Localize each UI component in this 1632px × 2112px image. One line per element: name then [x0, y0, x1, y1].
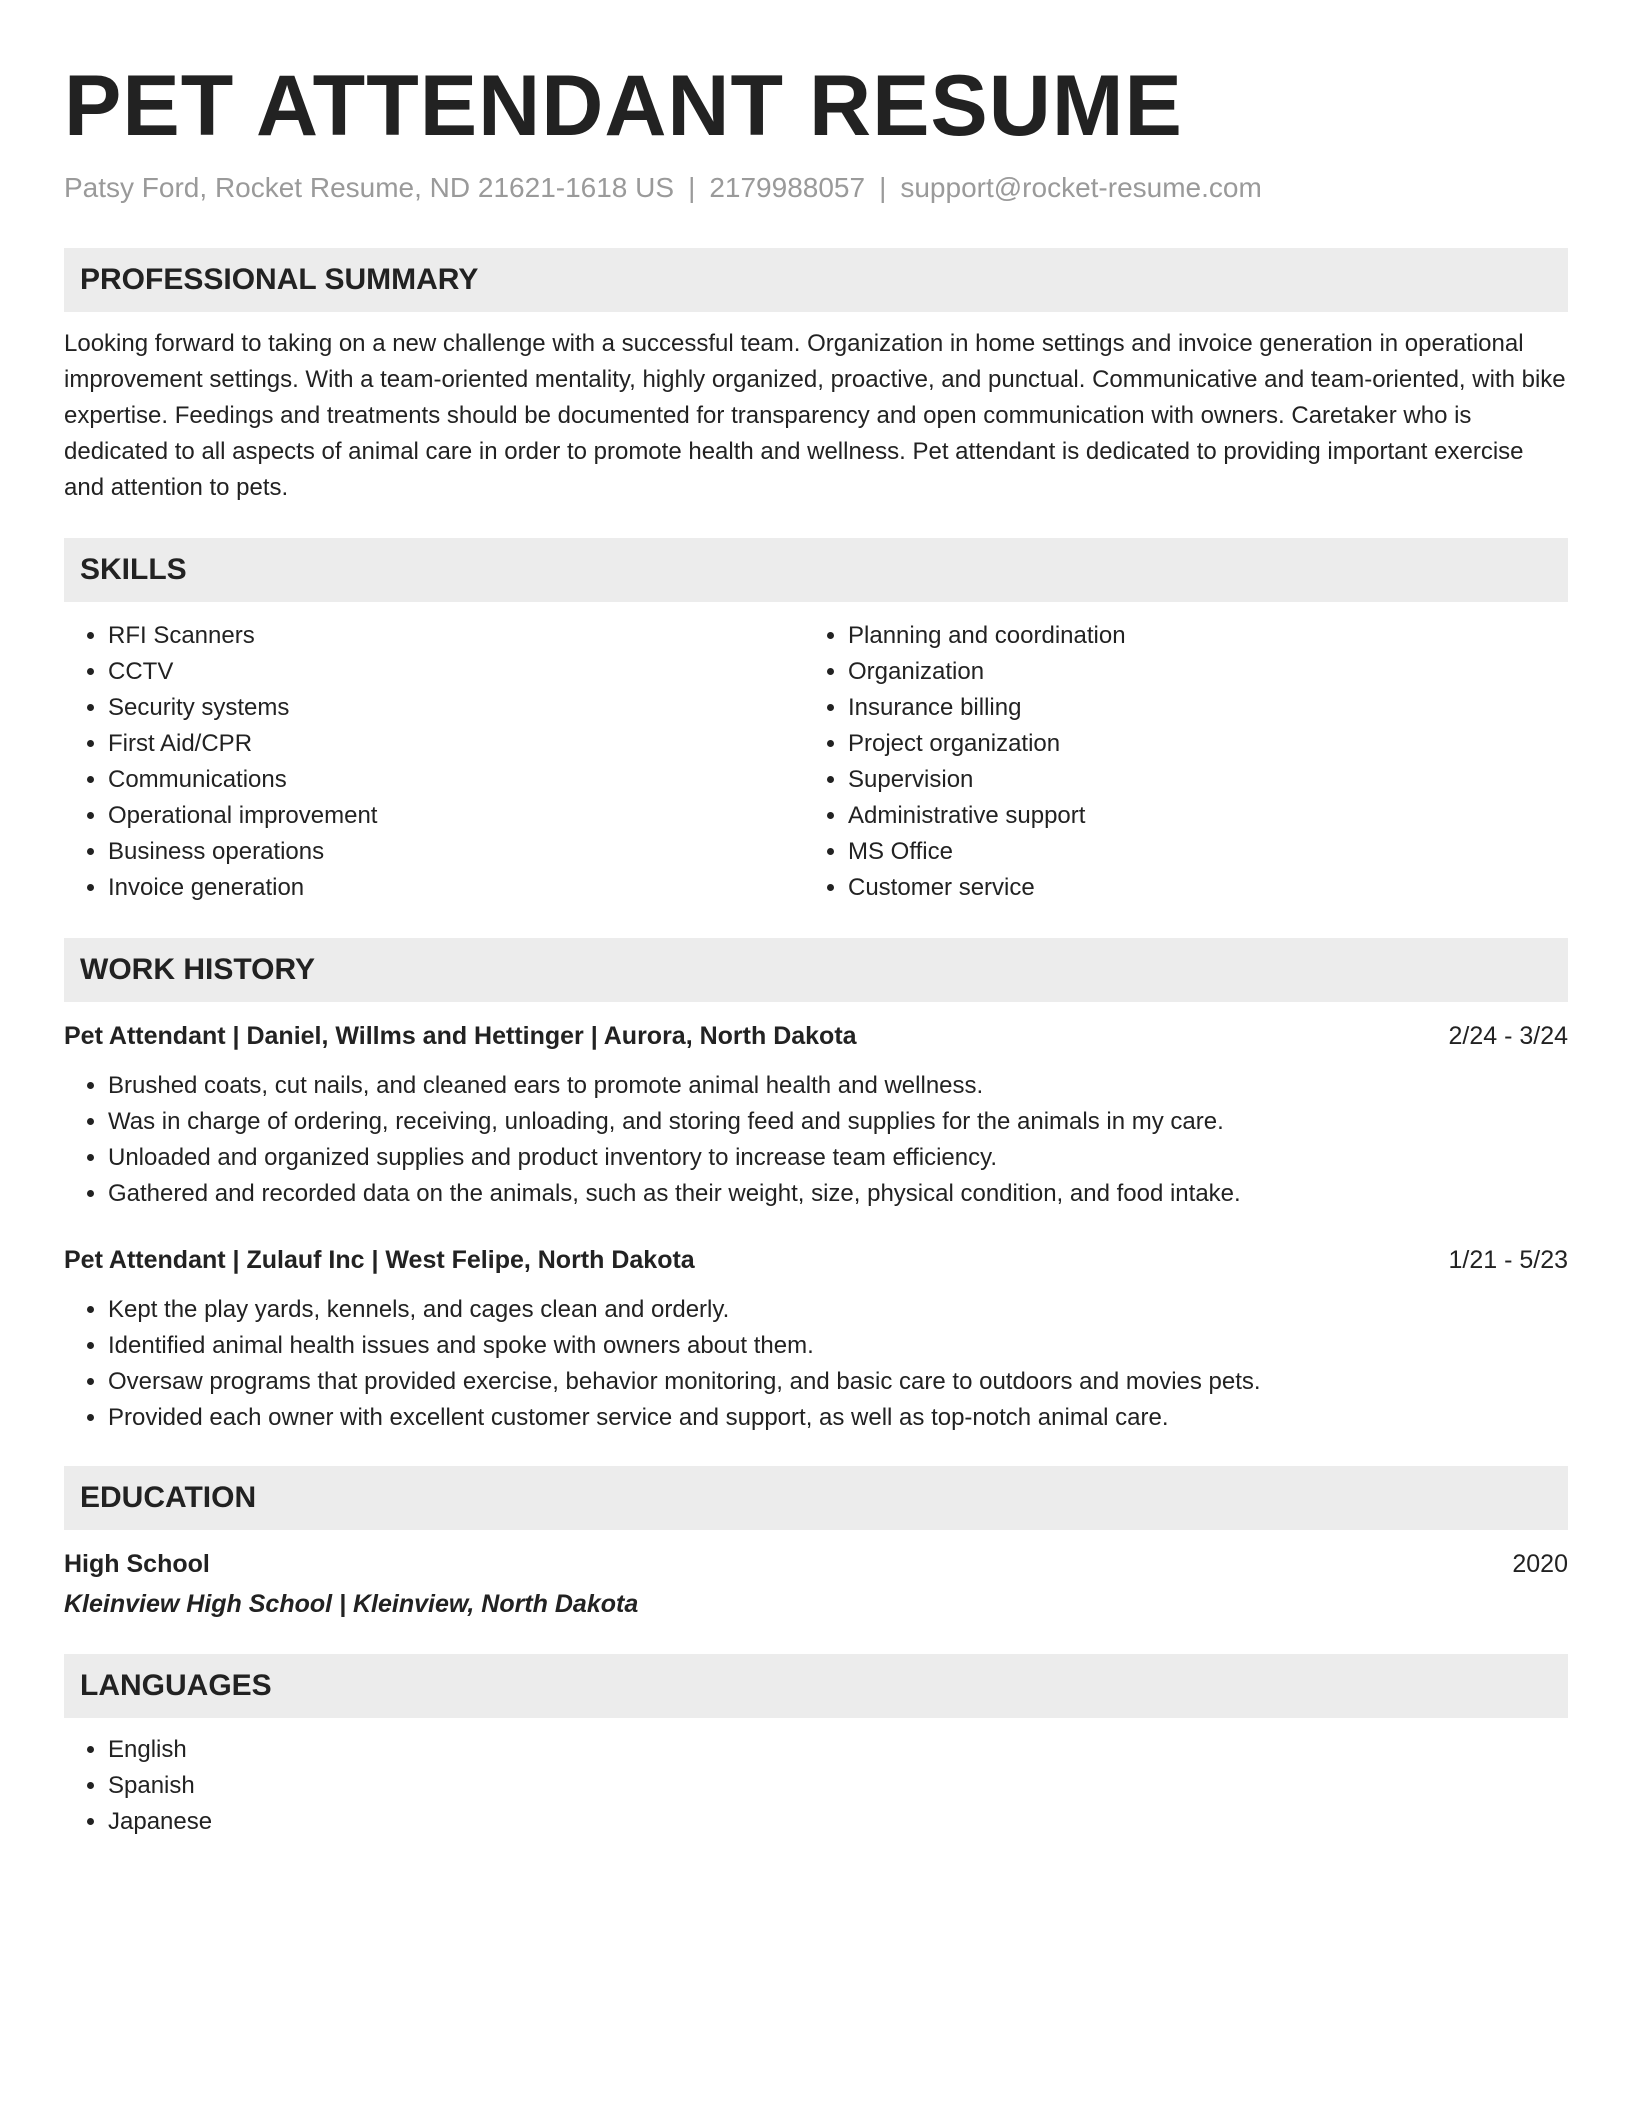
skill-item: • Organization [848, 654, 1568, 690]
education-school: Kleinview High School | Kleinview, North Dakota [64, 1590, 639, 1618]
skill-item: • MS Office [848, 834, 1568, 870]
language-item: • English [108, 1732, 1568, 1768]
job-title: Pet Attendant | Zulauf Inc | West Felipe, North Dakota [64, 1246, 695, 1274]
job-bullet: • Unloaded and organized supplies and product inventory to increase team efficiency. [108, 1140, 1568, 1176]
job-header [64, 1018, 1568, 1054]
skill-item: • Business operations [108, 834, 804, 870]
skill-item: • CCTV [108, 654, 804, 690]
job-entry [64, 1242, 1568, 1436]
skill-item: • Operational improvement [108, 798, 804, 834]
education-degree: High School [64, 1550, 210, 1578]
languages-heading: LANGUAGES [64, 1654, 1568, 1718]
languages-list [64, 1732, 1568, 1840]
skill-item: • Communications [108, 762, 804, 798]
job-bullet: • Oversaw programs that provided exercise, behavior monitoring, and basic care to outdoors and movies pets. [108, 1364, 1568, 1400]
skill-item: • Customer service [848, 870, 1568, 906]
job-bullet: • Brushed coats, cut nails, and cleaned ears to promote animal health and wellness. [108, 1068, 1568, 1104]
job-dates: 1/21 - 5/23 [1448, 1246, 1568, 1274]
skill-item: • Planning and coordination [848, 618, 1568, 654]
education-header [64, 1546, 1568, 1582]
job-dates: 2/24 - 3/24 [1448, 1022, 1568, 1050]
skill-item: • Invoice generation [108, 870, 804, 906]
summary-text: Looking forward to taking on a new challenge with a successful team. Organization in home settings and invoice generation in operational improvement settings. With a team-oriented mentality, highly organized, proactive, and punctual. Communicative and team-oriented, with bike expertise. Feedings and treatments should be documented for transparency and open communication with owners. Caretaker who is dedicated to all aspects of animal care in order to promote health and wellness. Pet attendant is dedicated to providing important exercise and attention to pets. [64, 330, 1566, 501]
job-entry [64, 1018, 1568, 1212]
resume-title: PET ATTENDANT RESUME [64, 58, 1183, 154]
job-title: Pet Attendant | Daniel, Willms and Hettinger | Aurora, North Dakota [64, 1022, 857, 1050]
contact-separator: | [879, 172, 887, 203]
contact-email[interactable]: support@rocket-resume.com [900, 172, 1262, 203]
job-bullet: • Provided each owner with excellent customer service and support, as well as top-notch animal care. [108, 1400, 1568, 1436]
education-entry [64, 1546, 1568, 1622]
education-heading: EDUCATION [64, 1466, 1568, 1530]
job-bullet: • Was in charge of ordering, receiving, unloading, and storing feed and supplies for the animals in my care. [108, 1104, 1568, 1140]
contact-address: Patsy Ford, Rocket Resume, ND 21621-1618 US [64, 172, 675, 203]
work-history-heading: WORK HISTORY [64, 938, 1568, 1002]
job-bullet: • Gathered and recorded data on the animals, such as their weight, size, physical condition, and food intake. [108, 1176, 1568, 1212]
job-bullet: • Kept the play yards, kennels, and cages clean and orderly. [108, 1292, 1568, 1328]
skills-column-right [804, 618, 1568, 906]
job-bullets [64, 1292, 1568, 1436]
contact-line [64, 170, 1568, 206]
contact-phone: 2179988057 [709, 172, 866, 203]
skill-item: • Supervision [848, 762, 1568, 798]
education-year: 2020 [1512, 1550, 1568, 1578]
language-item: • Spanish [108, 1768, 1568, 1804]
skill-item: • Security systems [108, 690, 804, 726]
skills-heading: SKILLS [64, 538, 1568, 602]
job-header [64, 1242, 1568, 1278]
skills-list [64, 618, 1568, 906]
language-item: • Japanese [108, 1804, 1568, 1840]
skill-item: • Project organization [848, 726, 1568, 762]
job-bullet: • Identified animal health issues and spoke with owners about them. [108, 1328, 1568, 1364]
contact-separator: | [688, 172, 696, 203]
skill-item: • RFI Scanners [108, 618, 804, 654]
job-bullets [64, 1068, 1568, 1212]
skill-item: • Administrative support [848, 798, 1568, 834]
skill-item: • Insurance billing [848, 690, 1568, 726]
skills-column-left [64, 618, 804, 906]
summary-heading: PROFESSIONAL SUMMARY [64, 248, 1568, 312]
skill-item: • First Aid/CPR [108, 726, 804, 762]
